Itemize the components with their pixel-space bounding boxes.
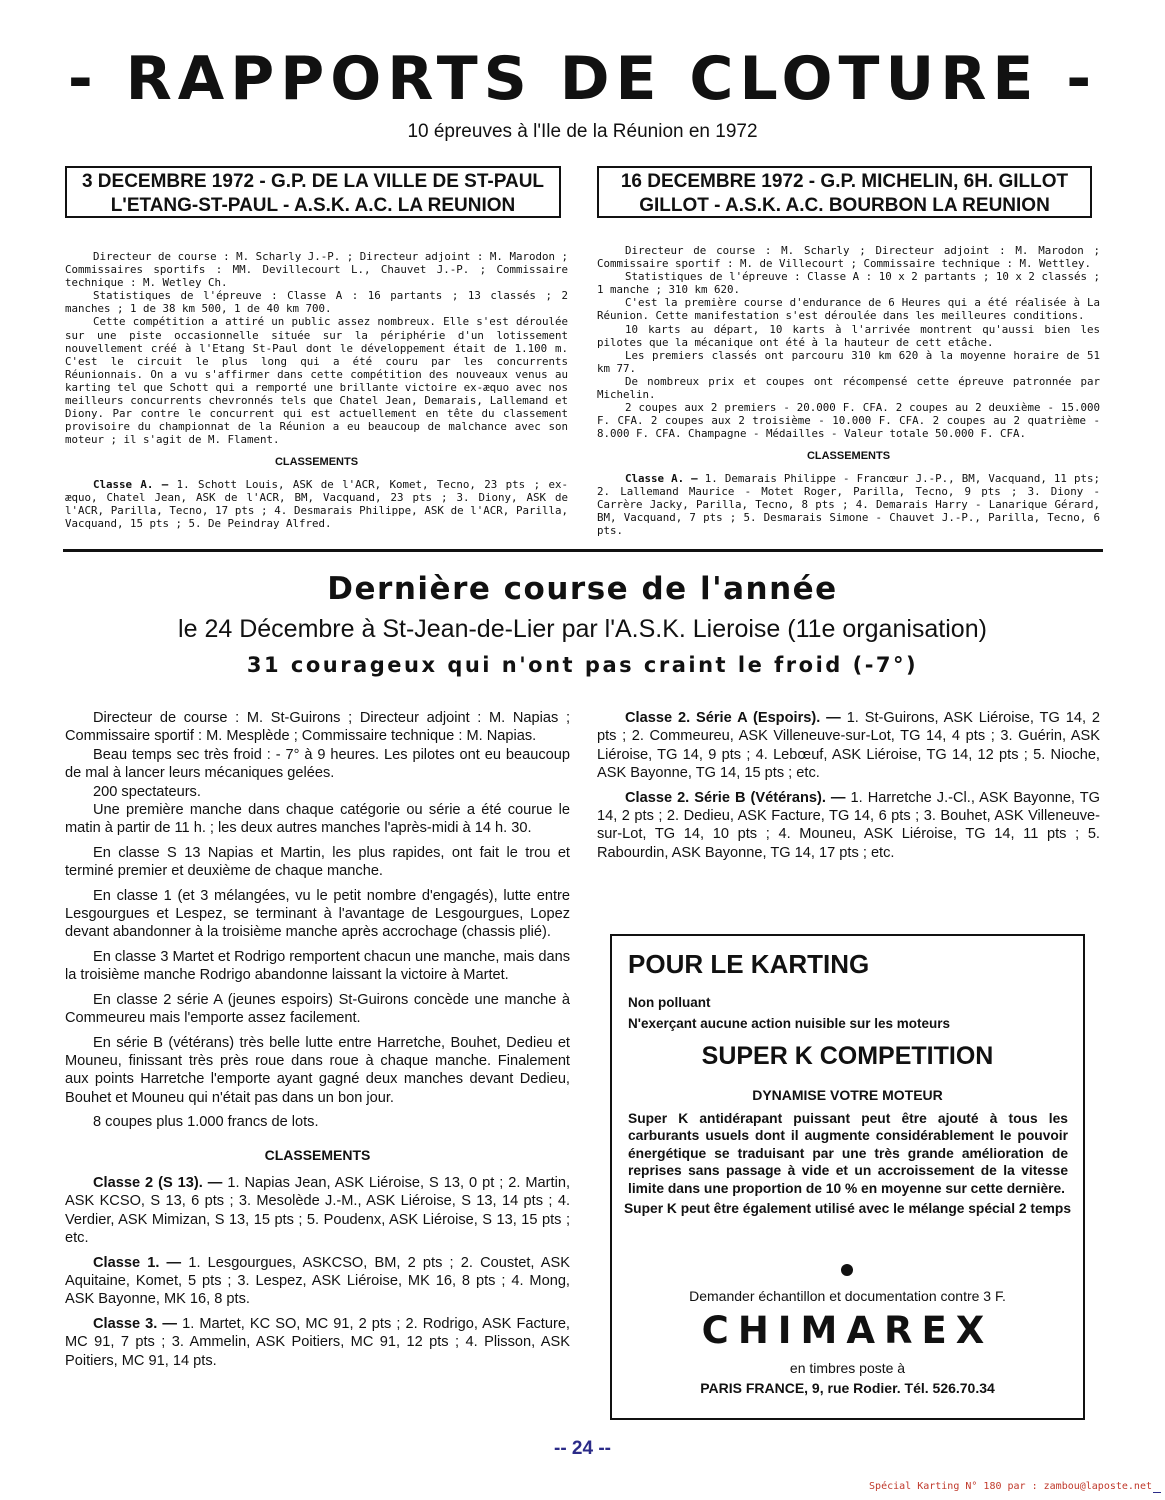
result-text: 1. Lesgourgues, ASKCSO, BM, 2 pts ; 2. Coustet, ASK Aquitaine, Komet, 5 pts ; 3. Lespez, ASK Liéroise, MK 16, 8 pts ; 4. Mong, ASK Bayonne, MK 16, 8 pts. <box>65 1254 570 1308</box>
last-race-headline: Dernière course de l'année <box>327 571 838 607</box>
paragraph: Statistiques de l'épreuve : Classe A : 16 partants ; 13 classés ; 2 manches ; 1 de 38 km 500, 1 de 40 km 700. <box>65 289 568 316</box>
ad-title: POUR LE KARTING <box>628 949 870 979</box>
result-text: 1. St-Guirons, ASK Liéroise, TG 14, 2 pts ; 2. Commeureu, ASK Villeneuve-sur-Lot, TG 14, 4 pts ; 3. Guérin, ASK Liéroise, TG 14, 9 pts ; 4. Lebœuf, ASK Liéroise, TG 14, 12 pts ; 5. Nioche, ASK Bayonne, TG 14, 15 pts ; etc. <box>597 710 1101 782</box>
left-report-body <box>65 250 568 530</box>
left-report-header-line1: 3 DECEMBRE 1972 - G.P. DE LA VILLE DE ST-PAUL <box>81 171 545 192</box>
page-number: -- 24 -- <box>554 1438 611 1459</box>
ad-address: PARIS FRANCE, 9, rue Rodier. Tél. 526.70.34 <box>700 1380 995 1396</box>
result-paragraph <box>65 1254 570 1309</box>
result-paragraph <box>65 1174 570 1248</box>
paragraph: Cette compétition a attiré un public assez nombreux. Elle s'est déroulée sur une piste occasionnelle située sur la périphérie d'un lotissement nouvellement créé à l'Etang St-Paul dont le développement était de 1.100 m. C'est le circuit le plus long qui a été couru par les concurrents Réunionnais. On a vu s'affirmer dans cette compétition des nouveaux venus au karting tel que Schott qui a remporté une brillante victoire ex-æquo avec nos meilleurs concurrents chevronnés tels que Chatel Jean, Demarais, Lallemand et Diony. Par contre le concurrent qui est actuellement en tête du classement provisoire du championnat de la Réunion a eu beaucoup de malchance avec son moteur ; il s'agit de M. Flament. <box>65 315 568 447</box>
right-classements-heading: CLASSEMENTS <box>806 450 891 463</box>
result-text: 1. Demarais Philippe - Francœur J.-P., BM, Vacquand, 11 pts; 2. Lallemand Maurice - Motet Roger, Parilla, Tecno, 9 pts ; 3. Diony - Carrère Jacky, Parilla, Tecno, 8 pts ; 4. Demarais Harry - Lanarique Gérard, BM, Vacquand, 7 pts ; 5. Desmarais Simone - Chauvet J.-P., Parilla, Tecno, 6 pts. <box>597 471 1100 537</box>
result-label: Classe 2 (S 13). — <box>93 1174 223 1191</box>
ad-line-1: Non polluant <box>628 995 711 1010</box>
right-report-header-box <box>597 166 1092 218</box>
paragraph: 200 spectateurs. <box>93 783 201 800</box>
left-report-header-line2: L'ETANG-ST-PAUL - A.S.K. A.C. LA REUNION <box>110 195 516 216</box>
right-report-header-line2: GILLOT - A.S.K. A.C. BOURBON LA REUNION <box>639 195 1050 216</box>
result-text: 1. Schott Louis, ASK de l'ACR, Komet, Tecno, 23 pts ; ex-æquo, Chatel Jean, ASK de l'ACR, BM, Vacquand, 23 pts ; 3. Diony, ASK de l'ACR, Parilla, Tecno, 17 pts ; 4. Desmarais Philippe, ASK de l'ACR, Parilla, Vacquand, 15 pts ; 5. De Peindray Alfred. <box>65 477 568 530</box>
result-paragraph <box>597 472 1100 537</box>
ad-body-2: Super K peut être également utilisé avec le mélange spécial 2 temps <box>623 1201 1072 1216</box>
ad-product-name: SUPER K COMPETITION <box>701 1042 994 1070</box>
paragraph: 2 coupes aux 2 premiers - 20.000 F. CFA. 2 coupes au 2 deuxième - 15.000 F. CFA. 2 coupes aux 2 troisième - 10.000 F. CFA. 2 coupes au 2 quatrième - 8.000 F. CFA. Champagne - Médailles - Valeur totale 50.000 F. CFA. <box>597 401 1100 441</box>
result-paragraph <box>65 478 568 530</box>
result-label: Classe A. — <box>625 471 698 485</box>
ad-body: Super K antidérapant puissant peut être ajouté à tous les carburants usuels dont il augmente considérablement le pouvoir énergétique se traduisant par une très grande amélioration de reprises sans passage à vide et un accroissement de la vitesse limite dans une proportion de 10 % en moyenne sur cette dernière. <box>628 1111 1068 1196</box>
page-title: - RAPPORTS DE CLOTURE - <box>67 44 1098 114</box>
ad-stamps: en timbres poste à <box>789 1360 906 1376</box>
paragraph: En série B (vétérans) très belle lutte entre Harretche, Bouhet, Dedieu et Mouneu, finissant très près roue dans roue à chaque manche. Finalement aux points Harretche l'emporte ayant gagné deux manches devant Dedieu, Bouhet et Mouneu qui n'était pas dans un bon jour. <box>65 1034 570 1106</box>
page-subtitle: 10 épreuves à l'Ile de la Réunion en 1972 <box>407 121 758 142</box>
paragraph: Directeur de course : M. St-Guirons ; Directeur adjoint : M. Napias ; Commissaire sportif : M. Mesplède ; Commissaire technique : M. Napias. <box>65 710 570 745</box>
result-text: 1. Napias Jean, ASK Liéroise, S 13, 0 pt ; 2. Martin, ASK KCSO, S 13, 6 pts ; 3. Mesolède J.-M., ASK Liéroise, S 13, 14 pts ; 4. Verdier, ASK Mimizan, S 13, 15 pts ; 5. Poudenx, ASK Liéroise, S 13, 15 pts ; etc. <box>65 1174 570 1247</box>
paragraph: Beau temps sec très froid : - 7° à 9 heures. Les pilotes ont eu beaucoup de mal à lancer leurs mécaniques gelées. <box>65 746 570 782</box>
last-race-subheadline: le 24 Décembre à St-Jean-de-Lier par l'A.S.K. Lieroise (11e organisation) <box>178 615 987 643</box>
result-label: Classe A. — <box>93 477 169 491</box>
result-text: 1. Harretche J.-Cl., ASK Bayonne, TG 14, 2 pts ; 2. Dedieu, ASK Facture, TG 14, 6 pts ; 3. Bouhet, ASK Villeneuve-sur-Lot, TG 14, 10 pts ; 4. Mouneu, ASK Liéroise, TG 14, 11 pts ; 5. Rabourdin, ASK Bayonne, TG 14, 17 pts ; etc. <box>597 789 1100 861</box>
result-label: Classe 2. Série A (Espoirs). — <box>625 710 841 726</box>
paragraph: Les premiers classés ont parcouru 310 km 620 à la moyenne horaire de 51 km 77. <box>597 348 1100 375</box>
result-paragraph <box>65 1315 570 1370</box>
ad-request: Demander échantillon et documentation contre 3 F. <box>689 1288 1006 1304</box>
last-race-classements-heading: CLASSEMENTS <box>264 1146 371 1163</box>
ad-line-2: N'exerçant aucune action nuisible sur les moteurs <box>628 1016 951 1031</box>
left-classements-heading: CLASSEMENTS <box>274 456 359 469</box>
ad-brand-logo: CHIMAREX <box>701 1309 994 1352</box>
ad-tagline: DYNAMISE VOTRE MOTEUR <box>752 1087 943 1103</box>
advertisement-box <box>610 934 1085 1420</box>
paragraph: 10 karts au départ, 10 karts à l'arrivée montrent qu'aussi bien les pilotes que la mécanique ont été à la hauteur de cett etâche. <box>597 322 1100 349</box>
section-divider <box>63 549 1103 552</box>
paragraph: Une première manche dans chaque catégorie ou série a été courue le matin à partir de 11 h. ; les deux autres manches l'après-midi à 14 h. 30. <box>65 802 570 837</box>
paragraph: En classe 1 (et 3 mélangées, vu le petit nombre d'engagés), lutte entre Lesgourgues et Lespez, se terminant à l'avantage de Lesgourgues, Lopez devant abandonner à la troisième manche après accrochage (chassis plié). <box>65 887 570 941</box>
paragraph: En classe 2 série A (jeunes espoirs) St-Guirons concède une manche à Commeureu mais l'emporte assez facilement. <box>65 991 570 1027</box>
right-report-header-line1: 16 DECEMBRE 1972 - G.P. MICHELIN, 6H. GILLOT <box>620 171 1069 192</box>
result-paragraph <box>597 789 1100 863</box>
paragraph: Statistiques de l'épreuve : Classe A : 10 x 2 partants ; 10 x 2 classés ; 1 manche ; 310 km 620. <box>597 270 1100 297</box>
footer-credit: Spécial Karting N° 180 par : zambou@laposte.net <box>869 1481 1152 1492</box>
result-label: Classe 1. — <box>93 1254 182 1271</box>
right-report-body <box>597 244 1100 537</box>
result-text: 1. Martet, KC SO, MC 91, 2 pts ; 2. Rodrigo, ASK Facture, MC 91, 7 pts ; 3. Ammelin, ASK Poitiers, MC 91, 12 pts ; 4. Plisson, ASK Poitiers, MC 91, 14 pts. <box>65 1315 570 1369</box>
result-label: Classe 3. — <box>93 1315 177 1332</box>
last-race-tagline: 31 courageux qui n'ont pas craint le froid (-7°) <box>246 653 919 677</box>
paragraph: Directeur de course : M. Scharly ; Directeur adjoint : M. Marodon ; Commissaire sportif : M. de Villecourt ; Commissaire technique : M. Wettley. <box>597 244 1100 271</box>
bullet-dot-icon <box>841 1264 853 1276</box>
footer-underline-mark <box>1153 1482 1161 1493</box>
result-label: Classe 2. Série B (Vétérans). — <box>625 789 846 806</box>
paragraph: Directeur de course : M. Scharly J.-P. ; Directeur adjoint : M. Marodon ; Commissaires sportifs : MM. Devillecourt L., Chauvet J.-P. ; Commissaire technique : M. Wetley Ch. <box>65 250 568 290</box>
last-race-right-column <box>597 709 1100 862</box>
paragraph: En classe 3 Martet et Rodrigo remportent chacun une manche, mais dans la troisième manche Rodrigo abandonne laissant la victoire à Martet. <box>65 948 570 984</box>
paragraph: En classe S 13 Napias et Martin, les plus rapides, ont fait le trou et terminé premier et deuxième de chaque manche. <box>65 844 570 880</box>
paragraph: De nombreux prix et coupes ont récompensé cette épreuve patronnée par Michelin. <box>597 374 1100 402</box>
result-paragraph <box>597 709 1100 783</box>
left-report-header-box <box>65 166 561 218</box>
last-race-left-column <box>65 709 570 1370</box>
paragraph: 8 coupes plus 1.000 francs de lots. <box>93 1114 319 1131</box>
paragraph: C'est la première course d'endurance de 6 Heures qui a été réalisée à La Réunion. Cette manifestation s'est déroulée dans les meilleures conditions. <box>597 296 1100 323</box>
